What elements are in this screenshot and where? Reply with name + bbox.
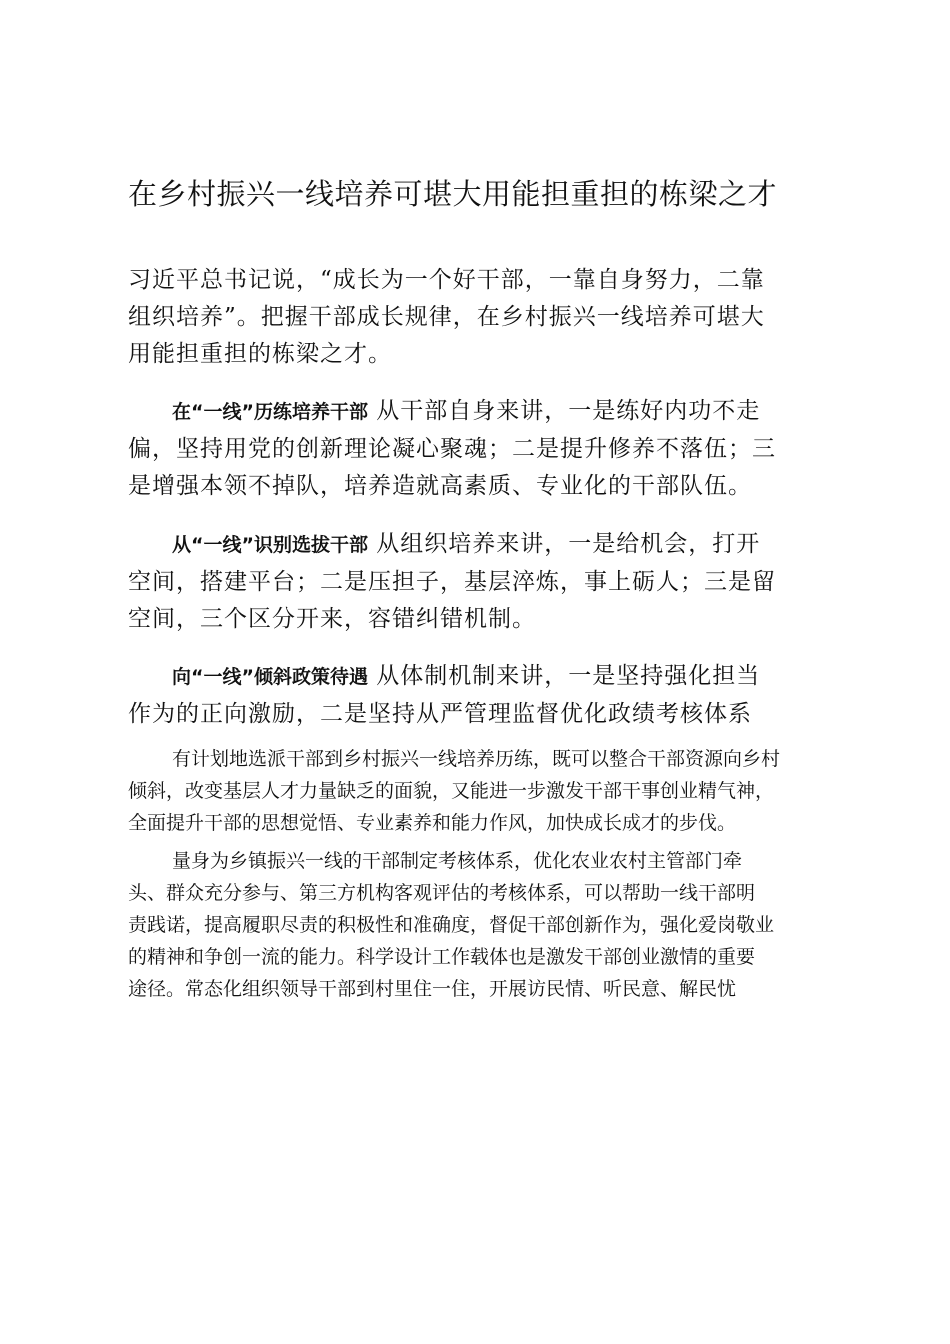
section-lead-heading: 向“一线”倾斜政策待遇 [172,666,368,688]
section-first-line [128,526,828,564]
section-text: 从体制机制来讲，一是坚持强化担当 [367,663,761,689]
paragraph-line: 的精神和争创一流的能力。科学设计工作载体也是激发干部创业激情的重要 [128,946,756,968]
section-line: 是增强本领不掉队，培养造就高素质、专业化的干部队伍。 [128,473,752,499]
section-first-line [128,658,828,696]
body-paragraph [128,743,848,839]
section-line: 作为的正向激励，二是坚持从严管理监督优化政绩考核体系 [128,701,752,727]
section-lead-heading: 从“一线”识别选拔干部 [172,534,368,556]
section-training [128,393,828,505]
intro-line: 用能担重担的栋梁之才。 [128,341,392,367]
section-text: 从组织培养来讲，一是给机会，打开 [367,531,761,557]
paragraph-line: 责践诺，提高履职尽责的积极性和准确度，督促干部创新作为，强化爱岗敬业 [128,914,775,936]
section-lead-heading: 在“一线”历练培养干部 [172,401,368,423]
body-paragraph [128,845,848,1005]
paragraph-line: 途径。常态化组织领导干部到村里住一住，开展访民情、听民意、解民忧 [128,978,737,1000]
document-title: 在乡村振兴一线培养可堪大用能担重担的栋梁之才 [128,177,778,211]
section-first-line [128,393,828,431]
intro-line: 组织培养”。把握干部成长规律，在乡村振兴一线培养可堪大 [128,304,765,330]
section-selection [128,526,828,638]
paragraph-line: 量身为乡镇振兴一线的干部制定考核体系，优化农业农村主管部门牵 [172,850,743,872]
paragraph-line: 倾斜，改变基层人才力量缺乏的面貌，又能进一步激发干部干事创业精气神， [128,780,775,802]
paragraph-line: 全面提升干部的思想觉悟、专业素养和能力作风，加快成长成才的步伐。 [128,812,737,834]
intro-line: 习近平总书记说，“成长为一个好干部，一靠自身努力，二靠 [128,267,765,293]
section-line: 空间，搭建平台；二是压担子，基层淬炼，事上砺人；三是留 [128,569,776,595]
section-line: 空间，三个区分开来，容错纠错机制。 [128,606,536,632]
paragraph-line: 头、群众充分参与、第三方机构客观评估的考核体系，可以帮助一线干部明 [128,882,756,904]
paragraph-line: 有计划地选派干部到乡村振兴一线培养历练，既可以整合干部资源向乡村 [172,748,781,770]
section-line: 偏，坚持用党的创新理论凝心聚魂；二是提升修养不落伍；三 [128,436,776,462]
intro-paragraph [128,262,828,373]
section-text: 从干部自身来讲，一是练好内功不走 [367,398,761,424]
section-policy [128,658,828,733]
